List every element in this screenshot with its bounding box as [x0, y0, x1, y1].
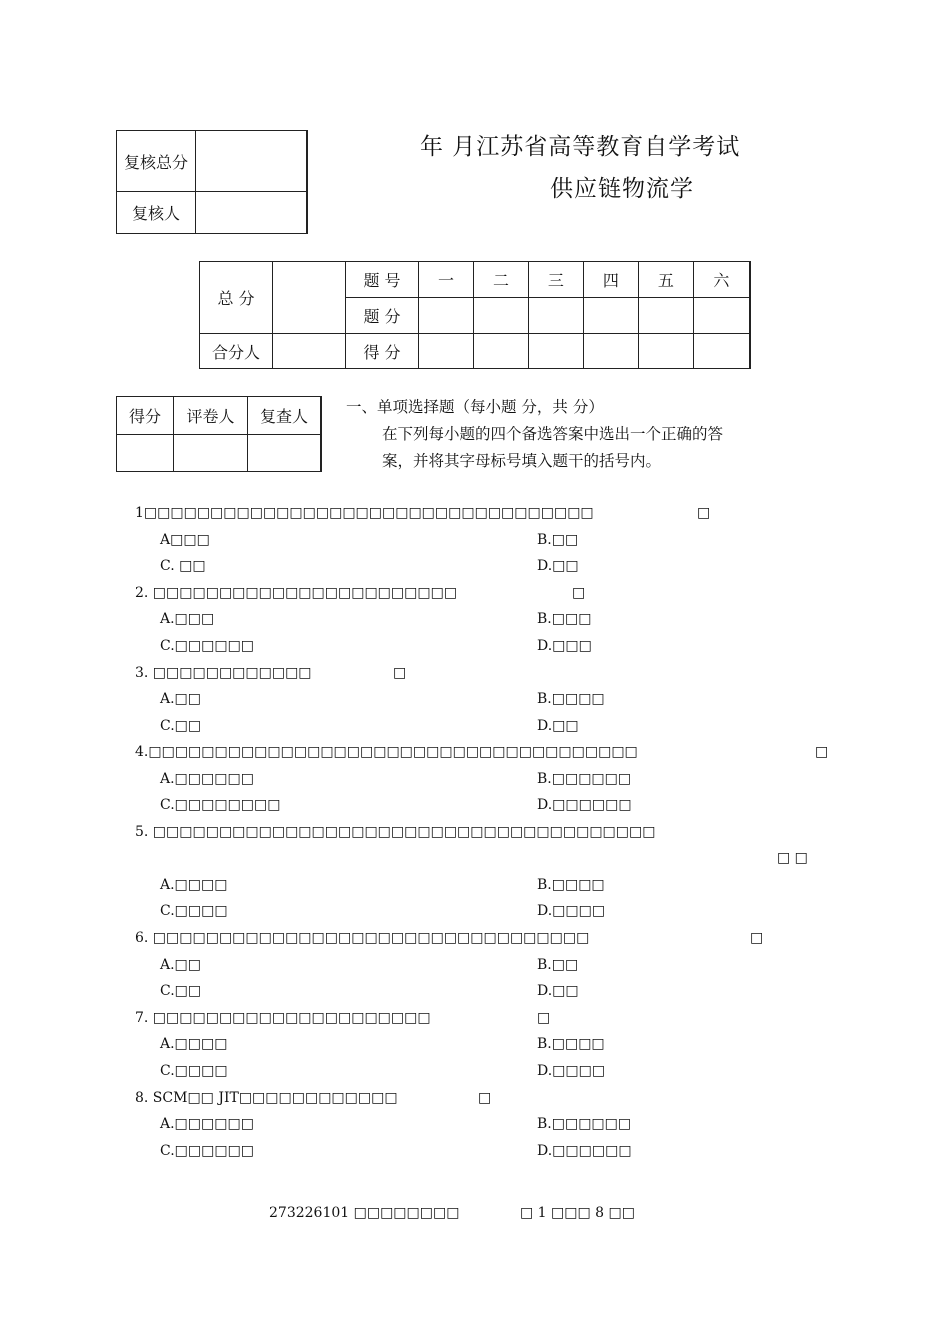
checker-label: 复查人 [248, 397, 322, 435]
option-d: D.□□□ [537, 638, 592, 654]
option-b: B.□□□□ [537, 1036, 605, 1052]
course-title: 供应链物流学 [550, 176, 694, 202]
section-number: 六 [693, 262, 750, 298]
option-b: B.□□□□ [537, 691, 605, 707]
earned-score-cell[interactable] [528, 334, 583, 369]
option-a: A.□□□□ [160, 1036, 228, 1052]
earned-score-cell[interactable] [583, 334, 638, 369]
question-score-cell[interactable] [473, 298, 528, 334]
option-b: B.□□ [537, 957, 579, 973]
earned-score-cell[interactable] [419, 334, 474, 369]
question-stem: 1□□□□□□□□□□□□□□□□□□□□□□□□□□□□□□□□□□ [135, 505, 594, 521]
question-stem: 6. □□□□□□□□□□□□□□□□□□□□□□□□□□□□□□□□□ [135, 930, 590, 946]
option-d: D.□□ [537, 558, 579, 574]
review-total-label: 复核总分 [117, 131, 196, 192]
total-score-label: 总 分 [200, 262, 273, 334]
combiner-field[interactable] [273, 334, 346, 369]
question-stem: 5. □□□□□□□□□□□□□□□□□□□□□□□□□□□□□□□□□□□□□□ [135, 824, 656, 840]
footer-code: 273226101 □□□□□□□□ [269, 1205, 460, 1221]
answer-bracket[interactable]: □ [697, 505, 711, 521]
earned-score-cell[interactable] [693, 334, 750, 369]
question-stem: 3. □□□□□□□□□□□□ [135, 665, 312, 681]
option-b: B.□□□ [537, 611, 592, 627]
question-score-cell[interactable] [638, 298, 693, 334]
option-c: C.□□□□□□ [160, 1143, 255, 1159]
footer-page: □ 1 □□□ 8 □□ [520, 1205, 635, 1221]
option-a: A.□□□□ [160, 877, 228, 893]
section-instruction: 案，并将其字母标号填入题干的括号内。 [382, 452, 662, 470]
question-score-label: 题 分 [346, 298, 419, 334]
exam-title: 年 月江苏省高等教育自学考试 [420, 134, 741, 160]
answer-bracket[interactable]: □ [393, 665, 407, 681]
review-box [116, 130, 308, 234]
option-b: B.□□□□□□ [537, 1116, 632, 1132]
option-b: B.□□□□ [537, 877, 605, 893]
earned-score-label: 得 分 [346, 334, 419, 369]
section-instruction: 在下列每小题的四个备选答案中选出一个正确的答 [382, 425, 724, 443]
option-a: A.□□ [160, 691, 202, 707]
question-score-cell[interactable] [528, 298, 583, 334]
question-stem: 2. □□□□□□□□□□□□□□□□□□□□□□□ [135, 585, 458, 601]
review-total-field[interactable] [196, 131, 308, 192]
option-c: C.□□□□□□□□ [160, 797, 281, 813]
option-a: A□□□ [160, 532, 210, 548]
section-number: 二 [473, 262, 528, 298]
question-stem: 4.□□□□□□□□□□□□□□□□□□□□□□□□□□□□□□□□□□□□□ [135, 744, 638, 760]
option-d: D.□□□□ [537, 903, 606, 919]
question-score-cell[interactable] [693, 298, 750, 334]
review-person-field[interactable] [196, 192, 308, 234]
section-number: 三 [528, 262, 583, 298]
checker-field[interactable] [248, 435, 322, 472]
answer-bracket[interactable]: □ [537, 1010, 551, 1026]
section-number: 一 [419, 262, 474, 298]
earned-score-cell[interactable] [638, 334, 693, 369]
question-stem: 7. □□□□□□□□□□□□□□□□□□□□□ [135, 1010, 431, 1026]
question-score-cell[interactable] [419, 298, 474, 334]
option-b: B.□□ [537, 532, 579, 548]
answer-bracket[interactable]: □ [750, 930, 764, 946]
total-score-field[interactable] [273, 262, 346, 334]
review-person-label: 复核人 [117, 192, 196, 234]
option-a: A.□□□ [160, 611, 215, 627]
option-d: D.□□□□□□ [537, 1143, 632, 1159]
question-number-label: 题 号 [346, 262, 419, 298]
combiner-label: 合分人 [200, 334, 273, 369]
question-score-cell[interactable] [583, 298, 638, 334]
section-number: 五 [638, 262, 693, 298]
earned-score-cell[interactable] [473, 334, 528, 369]
option-c: C. □□ [160, 558, 206, 574]
grader-label: 评卷人 [174, 397, 248, 435]
answer-bracket[interactable]: □ [572, 585, 586, 601]
option-c: C.□□□□□□ [160, 638, 255, 654]
score-field[interactable] [117, 435, 174, 472]
answer-bracket[interactable]: □ [815, 744, 829, 760]
section-heading: 一、单项选择题（每小题 分，共 分） [346, 398, 604, 416]
option-a: A.□□□□□□ [160, 1116, 254, 1132]
answer-bracket[interactable]: □ [478, 1090, 492, 1106]
option-a: A.□□□□□□ [160, 771, 254, 787]
option-d: D.□□ [537, 983, 579, 999]
option-a: A.□□ [160, 957, 202, 973]
option-c: C.□□ [160, 983, 202, 999]
option-c: C.□□□□ [160, 1063, 228, 1079]
section-number: 四 [583, 262, 638, 298]
score-table [199, 261, 751, 369]
option-d: D.□□ [537, 718, 579, 734]
grader-box [116, 396, 322, 472]
grader-field[interactable] [174, 435, 248, 472]
option-c: C.□□□□ [160, 903, 228, 919]
question-stem: 8. SCM□□ JIT□□□□□□□□□□□□ [135, 1090, 398, 1106]
answer-bracket[interactable]: □ □ [777, 850, 808, 866]
option-b: B.□□□□□□ [537, 771, 632, 787]
option-c: C.□□ [160, 718, 202, 734]
option-d: D.□□□□ [537, 1063, 606, 1079]
score-label: 得分 [117, 397, 174, 435]
option-d: D.□□□□□□ [537, 797, 632, 813]
